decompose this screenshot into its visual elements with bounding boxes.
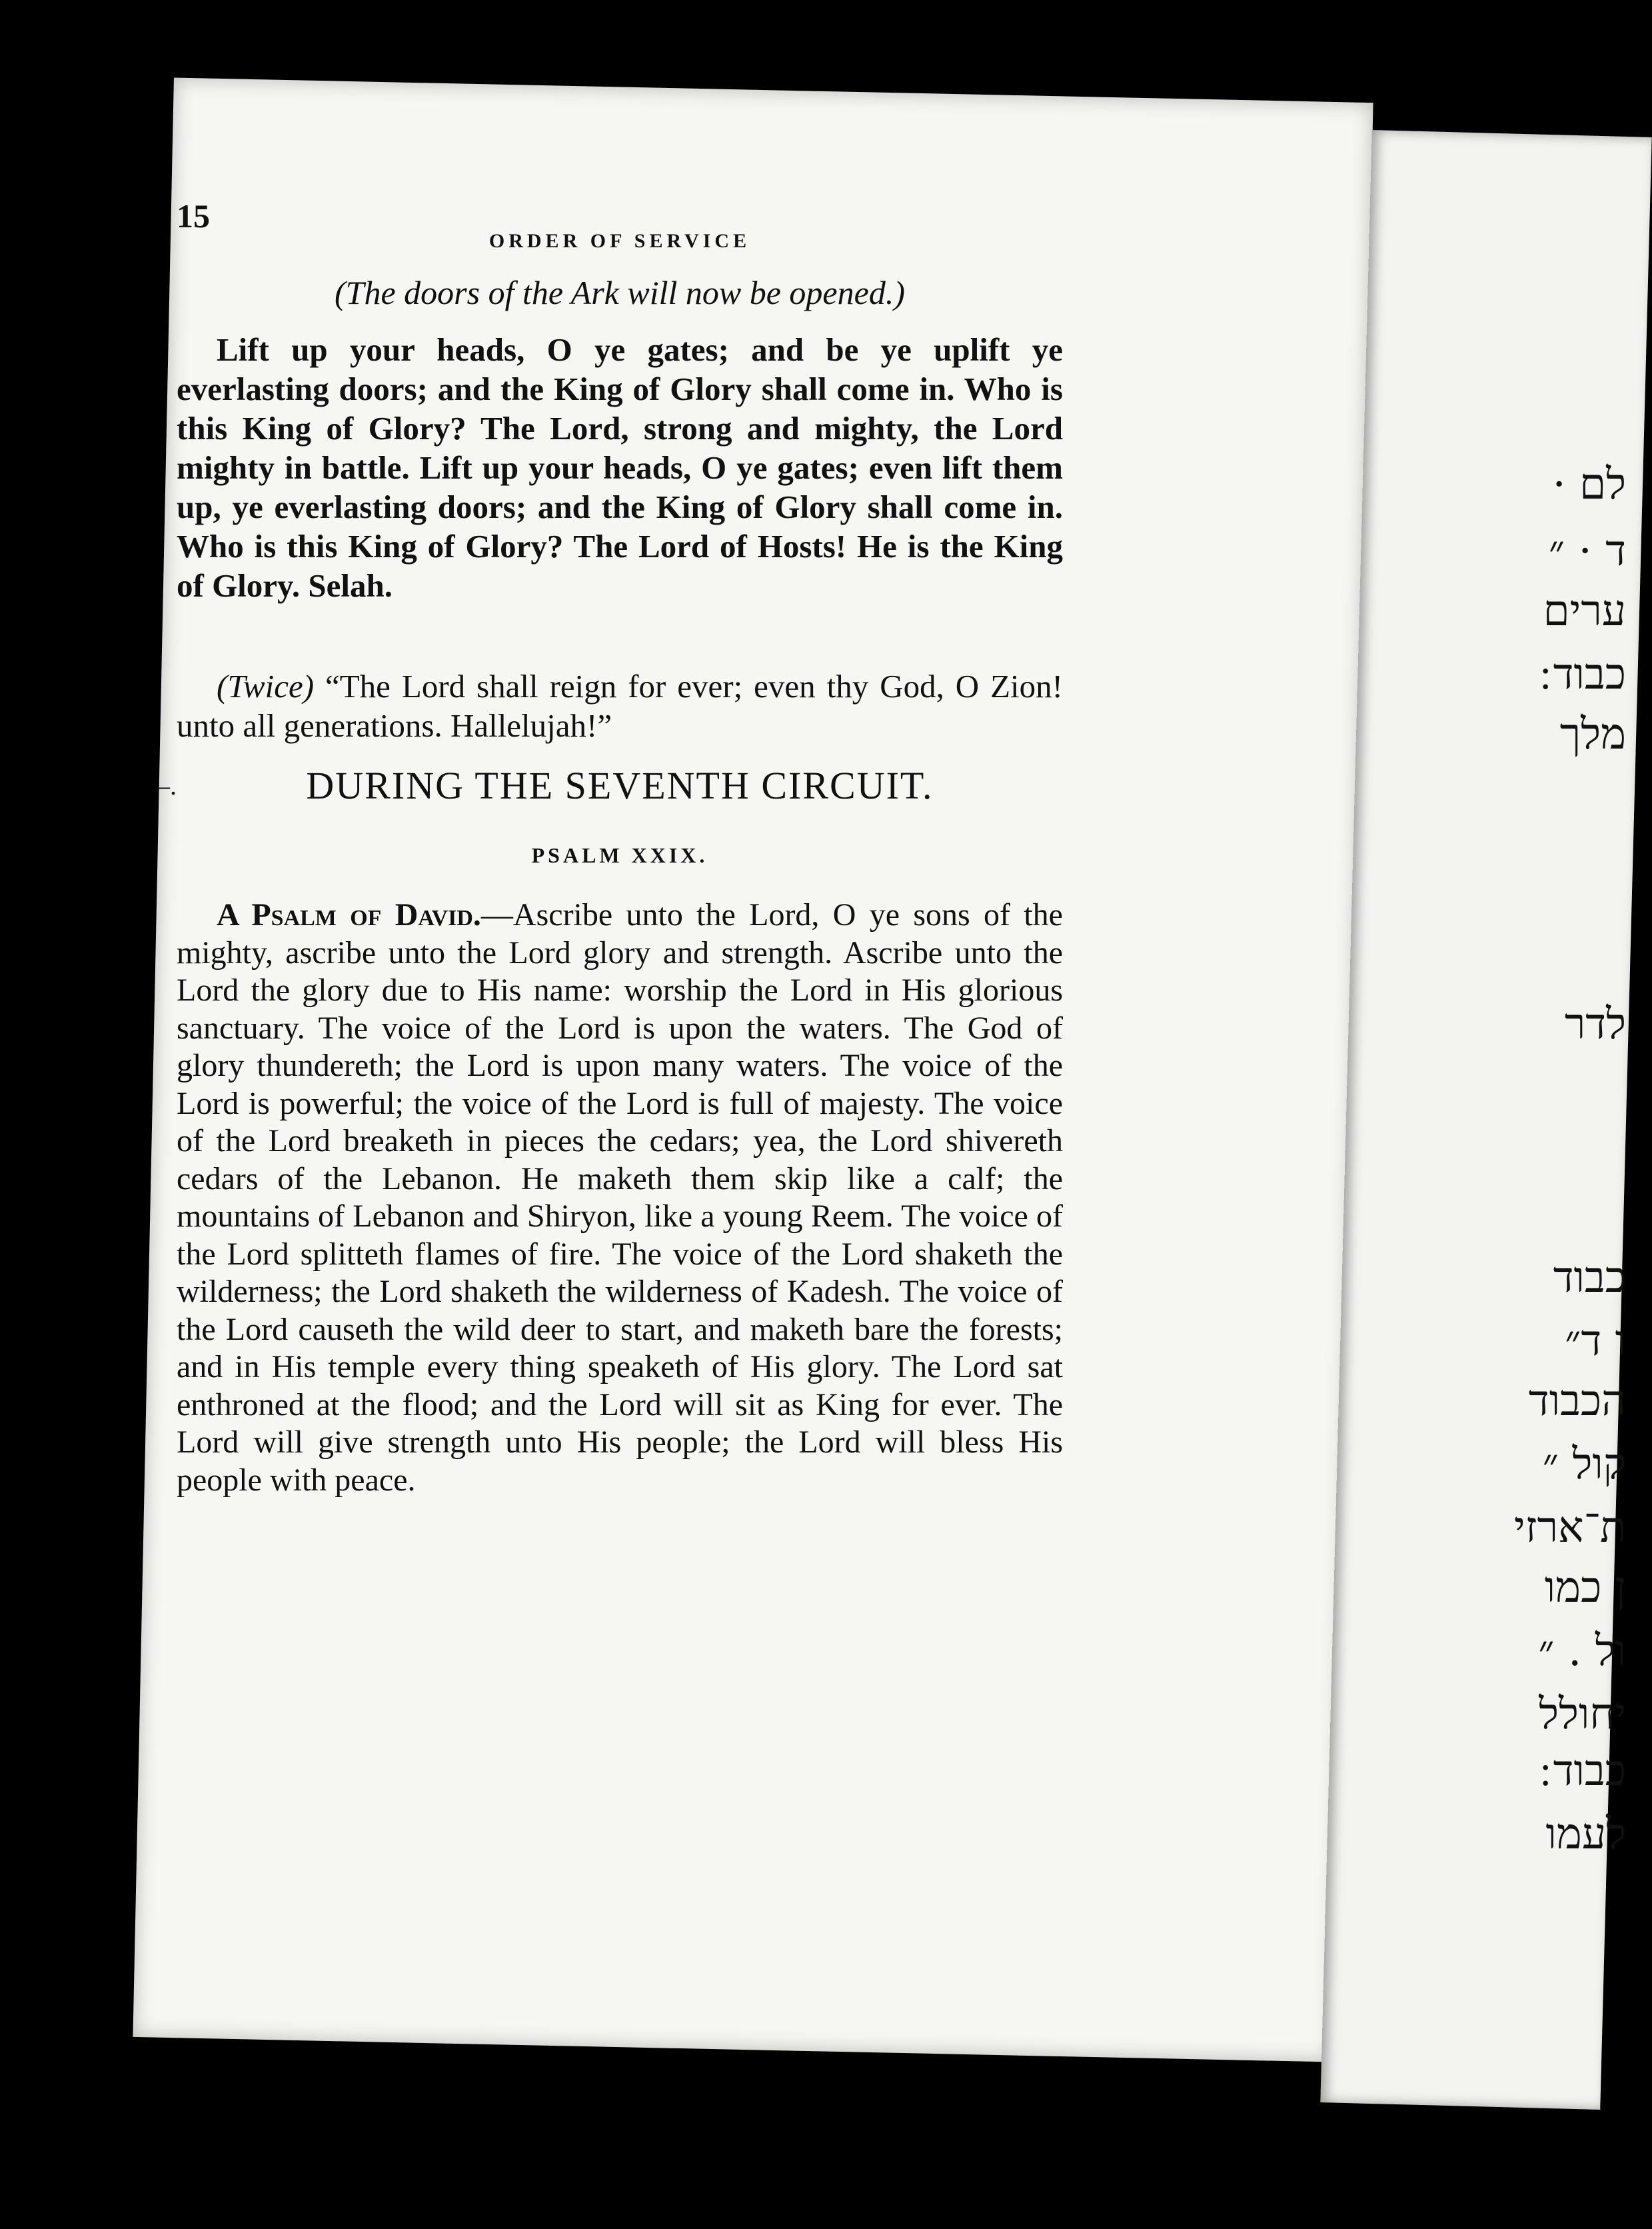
page-number: 15	[177, 197, 210, 235]
dash-mark: –.	[157, 771, 177, 801]
psalm-label: PSALM XXIX.	[531, 843, 708, 867]
hebrew-fragment: מלך	[1559, 710, 1626, 759]
hebrew-fragment: קול ״	[1542, 1440, 1626, 1489]
hebrew-fragment: לדר	[1564, 1000, 1626, 1049]
hebrew-fragment: יחולל	[1539, 1690, 1626, 1739]
psalm-text: —Ascribe unto the Lord, O ye sons of the mighty, ascribe unto the Lord glory and strength. Ascribe unto the Lord the glory due to His name: worship the Lord in His glorious sanctuary. The voice of the Lord is upon the waters. The God of glory thundereth; the Lord is upon many waters. The voice of the Lord is powerful; the voice of the Lord is full of majesty. The voice of the Lord breaketh in pieces the cedars; yea, the Lord shivereth cedars of the Lebanon. He maketh them skip like a calf; the mountains of Lebanon and Shiryon, like a young Reem. The voice of the Lord splitteth flames of fire. The voice of the Lord shaketh the wilderness; the Lord shaketh the wilderness of Kadesh. The voice of the Lord causeth the wild deer to start, and maketh bare the forests; and in His temple every thing speaketh of His glory. The Lord sat enthroned at the flood; and the Lord will sit as King for ever. The Lord will give strength unto His people; the Lord will bless His people with peace.	[177, 897, 1063, 1498]
rubric-ark-opened: (The doors of the Ark will now be opened.)	[335, 274, 905, 311]
paragraph-psalm-29	[177, 897, 1063, 1499]
hebrew-fragment: ול . ״	[1538, 1626, 1626, 1676]
hebrew-fragment: ד · ״	[1548, 527, 1626, 576]
hebrew-column	[1493, 0, 1626, 2229]
hebrew-fragment: הכבוד	[1528, 1376, 1626, 1426]
hebrew-fragment: כבוד	[1553, 1253, 1626, 1302]
paragraph-twice	[177, 667, 1063, 745]
twice-text: “The Lord shall reign for ever; even thy God, O Zion! unto all generations. Hallelujah!”	[177, 668, 1063, 744]
running-head: ORDER OF SERVICE	[488, 230, 751, 252]
hebrew-fragment: ערים	[1543, 587, 1626, 636]
hebrew-fragment: ן כמו	[1544, 1563, 1626, 1612]
hebrew-fragment: כבוד ׃	[1539, 1746, 1626, 1796]
hebrew-fragment: לם ·	[1552, 460, 1626, 509]
paragraph-lift-up-your-heads: Lift up your heads, O ye gates; and be ye uplift ye everlasting doors; and the King of Glory shall come in. Who is this King of Glory? The Lord, strong and mighty, the Lord mighty in battle. Lift up your heads, O ye gates; even lift them up, ye everlasting doors; and the King of Glory shall come in. Who is this King of Glory? The Lord of Hosts! He is the King of Glory. Selah.	[177, 331, 1063, 604]
twice-label: (Twice)	[217, 668, 315, 705]
section-heading: DURING THE SEVENTH CIRCUIT.	[306, 764, 934, 807]
psalm-title: A Psalm of David.	[217, 897, 481, 933]
hebrew-fragment: ת־ארזי	[1514, 1503, 1626, 1552]
hebrew-fragment: ו ד״	[1565, 1316, 1626, 1366]
hebrew-fragment: כבוד ׃	[1539, 650, 1626, 699]
hebrew-fragment: לעמו	[1545, 1810, 1626, 1859]
